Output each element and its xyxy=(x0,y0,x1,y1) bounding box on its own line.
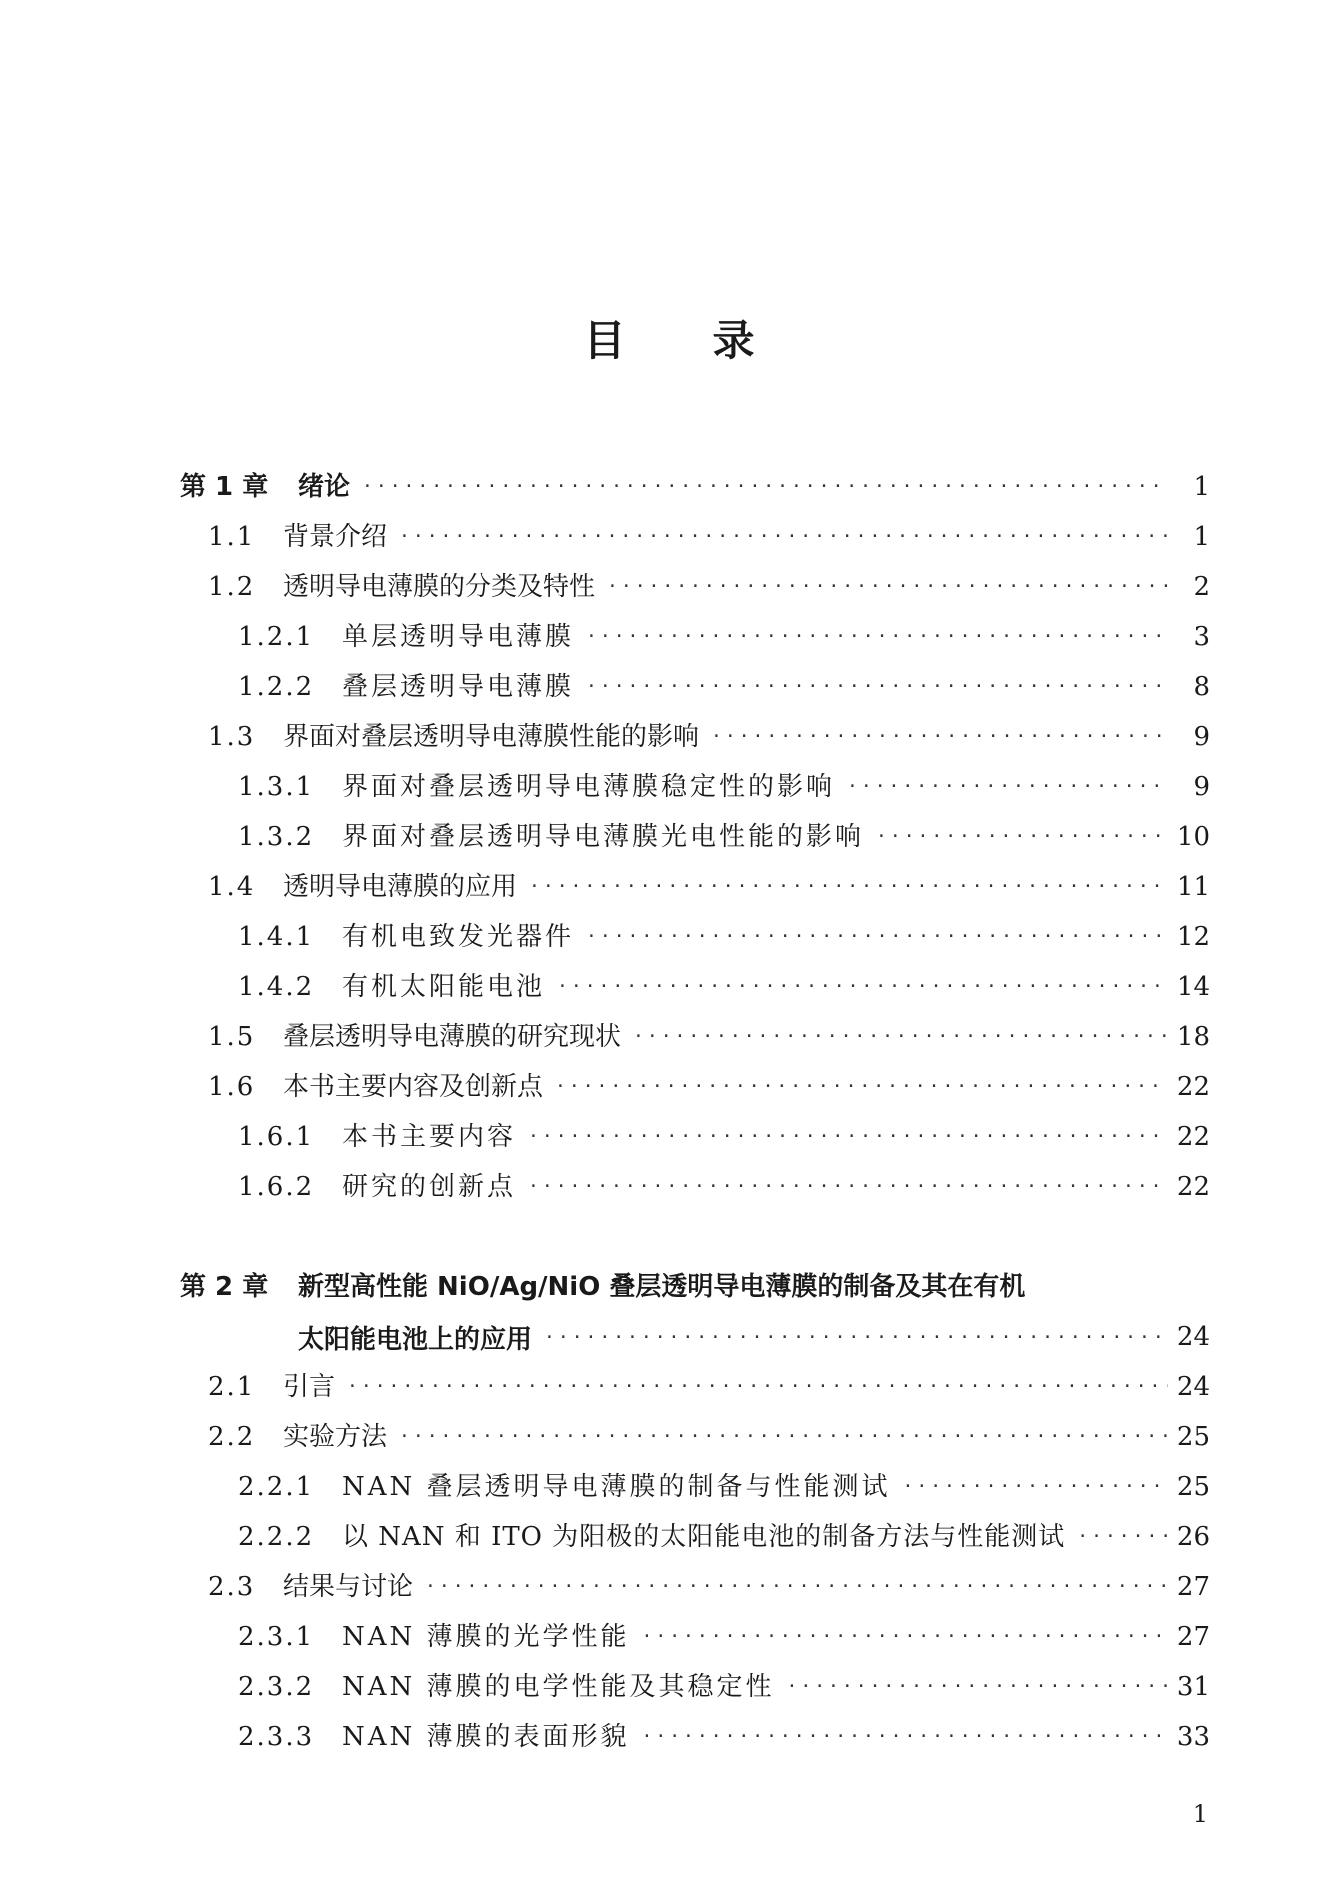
dot-leader xyxy=(607,562,1168,612)
toc-entry-title: 引言 xyxy=(283,1372,336,1402)
dot-leader xyxy=(425,1562,1168,1612)
toc-entry-number: 2.2 xyxy=(208,1422,256,1452)
toc-entry-title: 研究的创新点 xyxy=(342,1172,517,1202)
toc-entry-1-2[interactable] xyxy=(180,562,1210,612)
toc-entry-2-3-1[interactable] xyxy=(180,1612,1210,1662)
toc-chapter-title: 绪论 xyxy=(298,472,351,502)
toc-entry-1-6-1[interactable] xyxy=(180,1112,1210,1162)
toc-entry-number: 2.3.3 xyxy=(238,1722,315,1752)
table-of-contents xyxy=(180,462,1210,1762)
dot-leader xyxy=(399,512,1168,562)
toc-page-number: 22 xyxy=(1176,1172,1210,1202)
toc-entry-title: 叠层透明导电薄膜 xyxy=(342,672,575,702)
toc-entry-number: 1.3 xyxy=(208,722,256,752)
dot-leader xyxy=(555,1062,1168,1112)
toc-page-number: 24 xyxy=(1176,1372,1210,1402)
dot-leader xyxy=(528,1162,1168,1212)
toc-entry-1-2-1[interactable] xyxy=(180,612,1210,662)
toc-page-number: 26 xyxy=(1176,1522,1210,1552)
toc-entry-title: 叠层透明导电薄膜的研究现状 xyxy=(283,1022,622,1052)
toc-page-number: 2 xyxy=(1193,572,1210,602)
toc-entry-1-3[interactable] xyxy=(180,712,1210,762)
toc-chapter-title-line-1: 新型高性能 NiO/Ag/NiO 叠层透明导电薄膜的制备及其在有机 xyxy=(298,1272,1026,1302)
dot-leader xyxy=(787,1662,1168,1712)
dot-leader xyxy=(529,862,1168,912)
toc-entry-number: 1.6.1 xyxy=(238,1122,315,1152)
dot-leader xyxy=(586,612,1168,662)
toc-entry-2-3[interactable] xyxy=(180,1562,1210,1612)
dot-leader xyxy=(399,1412,1168,1462)
dot-leader xyxy=(557,962,1168,1012)
toc-entry-title: 有机电致发光器件 xyxy=(342,922,575,952)
toc-entry-1-6[interactable] xyxy=(180,1062,1210,1112)
toc-entry-2-2-2[interactable] xyxy=(180,1512,1210,1562)
toc-entry-number: 2.3.1 xyxy=(238,1622,315,1652)
toc-entry-1-2-2[interactable] xyxy=(180,662,1210,712)
toc-entry-number: 2.2.2 xyxy=(238,1522,315,1552)
toc-entry-number: 1.6.2 xyxy=(238,1172,315,1202)
toc-entry-1-4-2[interactable] xyxy=(180,962,1210,1012)
toc-page-number: 27 xyxy=(1176,1622,1210,1652)
toc-page-number: 10 xyxy=(1176,822,1210,852)
toc-entry-number: 2.3 xyxy=(208,1572,256,1602)
toc-entry-number: 2.3.2 xyxy=(238,1672,315,1702)
toc-entry-number: 1.2.2 xyxy=(238,672,315,702)
toc-page-number: 1 xyxy=(1193,522,1210,552)
toc-entry-number: 1.4.2 xyxy=(238,972,315,1002)
toc-chapter-number: 第 1 章 xyxy=(180,472,269,502)
dot-leader xyxy=(633,1012,1168,1062)
toc-entry-title: 实验方法 xyxy=(283,1422,388,1452)
toc-chapter-number: 第 2 章 xyxy=(180,1272,269,1302)
toc-chapter-title-line-2: 太阳能电池上的应用 xyxy=(298,1324,533,1355)
toc-entry-title: 以 NAN 和 ITO 为阳极的太阳能电池的制备方法与性能测试 xyxy=(342,1522,1066,1552)
toc-entry-number: 2.2.1 xyxy=(238,1472,315,1502)
toc-entry-number: 1.2 xyxy=(208,572,256,602)
dot-leader xyxy=(711,712,1168,762)
toc-entry-title: NAN 薄膜的电学性能及其稳定性 xyxy=(342,1672,775,1702)
toc-entry-title: 界面对叠层透明导电薄膜稳定性的影响 xyxy=(342,772,836,802)
toc-entry-title: 背景介绍 xyxy=(283,522,388,552)
toc-entry-title: NAN 薄膜的表面形貌 xyxy=(342,1722,630,1752)
toc-page-number: 22 xyxy=(1176,1122,1210,1152)
toc-page-number: 14 xyxy=(1176,972,1210,1002)
dot-leader xyxy=(1077,1512,1168,1562)
dot-leader xyxy=(876,812,1168,862)
toc-entry-1-3-1[interactable] xyxy=(180,762,1210,812)
toc-page-number: 24 xyxy=(1176,1322,1210,1352)
dot-leader xyxy=(528,1112,1168,1162)
toc-entry-2-3-3[interactable] xyxy=(180,1712,1210,1762)
toc-entry-title: 单层透明导电薄膜 xyxy=(342,622,575,652)
toc-page-number: 22 xyxy=(1176,1072,1210,1102)
dot-leader xyxy=(586,912,1168,962)
toc-entry-1-6-2[interactable] xyxy=(180,1162,1210,1212)
toc-entry-2-3-2[interactable] xyxy=(180,1662,1210,1712)
toc-entry-2-2-1[interactable] xyxy=(180,1462,1210,1512)
toc-entry-number: 1.1 xyxy=(208,522,256,552)
toc-page-number: 12 xyxy=(1176,922,1210,952)
toc-page-number: 25 xyxy=(1176,1422,1210,1452)
toc-entry-title: NAN 薄膜的光学性能 xyxy=(342,1622,630,1652)
toc-chapter-2[interactable] xyxy=(180,1262,1210,1362)
toc-page-number: 9 xyxy=(1193,772,1210,802)
dot-leader xyxy=(362,462,1168,512)
toc-entry-number: 1.3.2 xyxy=(238,822,315,852)
dot-leader xyxy=(903,1462,1168,1512)
toc-page-number: 27 xyxy=(1176,1572,1210,1602)
toc-entry-1-4-1[interactable] xyxy=(180,912,1210,962)
toc-page-number: 11 xyxy=(1176,872,1210,902)
toc-entry-1-1[interactable] xyxy=(180,512,1210,562)
dot-leader xyxy=(586,662,1168,712)
toc-entry-title: 透明导电薄膜的分类及特性 xyxy=(283,572,596,602)
toc-entry-number: 1.4 xyxy=(208,872,256,902)
toc-entry-title: 透明导电薄膜的应用 xyxy=(283,872,518,902)
toc-entry-number: 1.3.1 xyxy=(238,772,315,802)
page-title xyxy=(0,308,1339,368)
toc-entry-1-4[interactable] xyxy=(180,862,1210,912)
toc-entry-1-3-2[interactable] xyxy=(180,812,1210,862)
toc-entry-2-2[interactable] xyxy=(180,1412,1210,1462)
toc-entry-number: 1.6 xyxy=(208,1072,256,1102)
toc-entry-number: 2.1 xyxy=(208,1372,256,1402)
dot-leader xyxy=(544,1327,1168,1348)
toc-entry-title: 本书主要内容及创新点 xyxy=(283,1072,544,1102)
toc-page-number: 8 xyxy=(1193,672,1210,702)
toc-entry-title: 结果与讨论 xyxy=(283,1572,414,1602)
toc-page-number: 1 xyxy=(1193,472,1210,502)
toc-entry-title: NAN 叠层透明导电薄膜的制备与性能测试 xyxy=(342,1472,891,1502)
toc-chapter-1[interactable] xyxy=(180,462,1210,512)
toc-entry-number: 1.5 xyxy=(208,1022,256,1052)
toc-page-number: 33 xyxy=(1176,1722,1210,1752)
toc-entry-number: 1.4.1 xyxy=(238,922,315,952)
dot-leader xyxy=(847,762,1168,812)
toc-page-number: 18 xyxy=(1176,1022,1210,1052)
toc-entry-title: 界面对叠层透明导电薄膜性能的影响 xyxy=(283,722,700,752)
toc-page-number: 31 xyxy=(1176,1672,1210,1702)
toc-entry-title: 本书主要内容 xyxy=(342,1122,517,1152)
toc-entry-1-5[interactable] xyxy=(180,1012,1210,1062)
toc-page-number: 25 xyxy=(1176,1472,1210,1502)
page-title-char-1: 目 xyxy=(583,316,627,365)
toc-entry-title: 有机太阳能电池 xyxy=(342,972,546,1002)
toc-entry-number: 1.2.1 xyxy=(238,622,315,652)
toc-entry-title: 界面对叠层透明导电薄膜光电性能的影响 xyxy=(342,822,865,852)
footer-page-number: 1 xyxy=(1192,1800,1208,1828)
dot-leader xyxy=(347,1362,1168,1412)
page-title-char-2: 录 xyxy=(712,316,756,365)
toc-page-number: 3 xyxy=(1193,622,1210,652)
dot-leader xyxy=(642,1612,1168,1662)
toc-page-number: 9 xyxy=(1193,722,1210,752)
toc-entry-2-1[interactable] xyxy=(180,1362,1210,1412)
dot-leader xyxy=(642,1712,1168,1762)
